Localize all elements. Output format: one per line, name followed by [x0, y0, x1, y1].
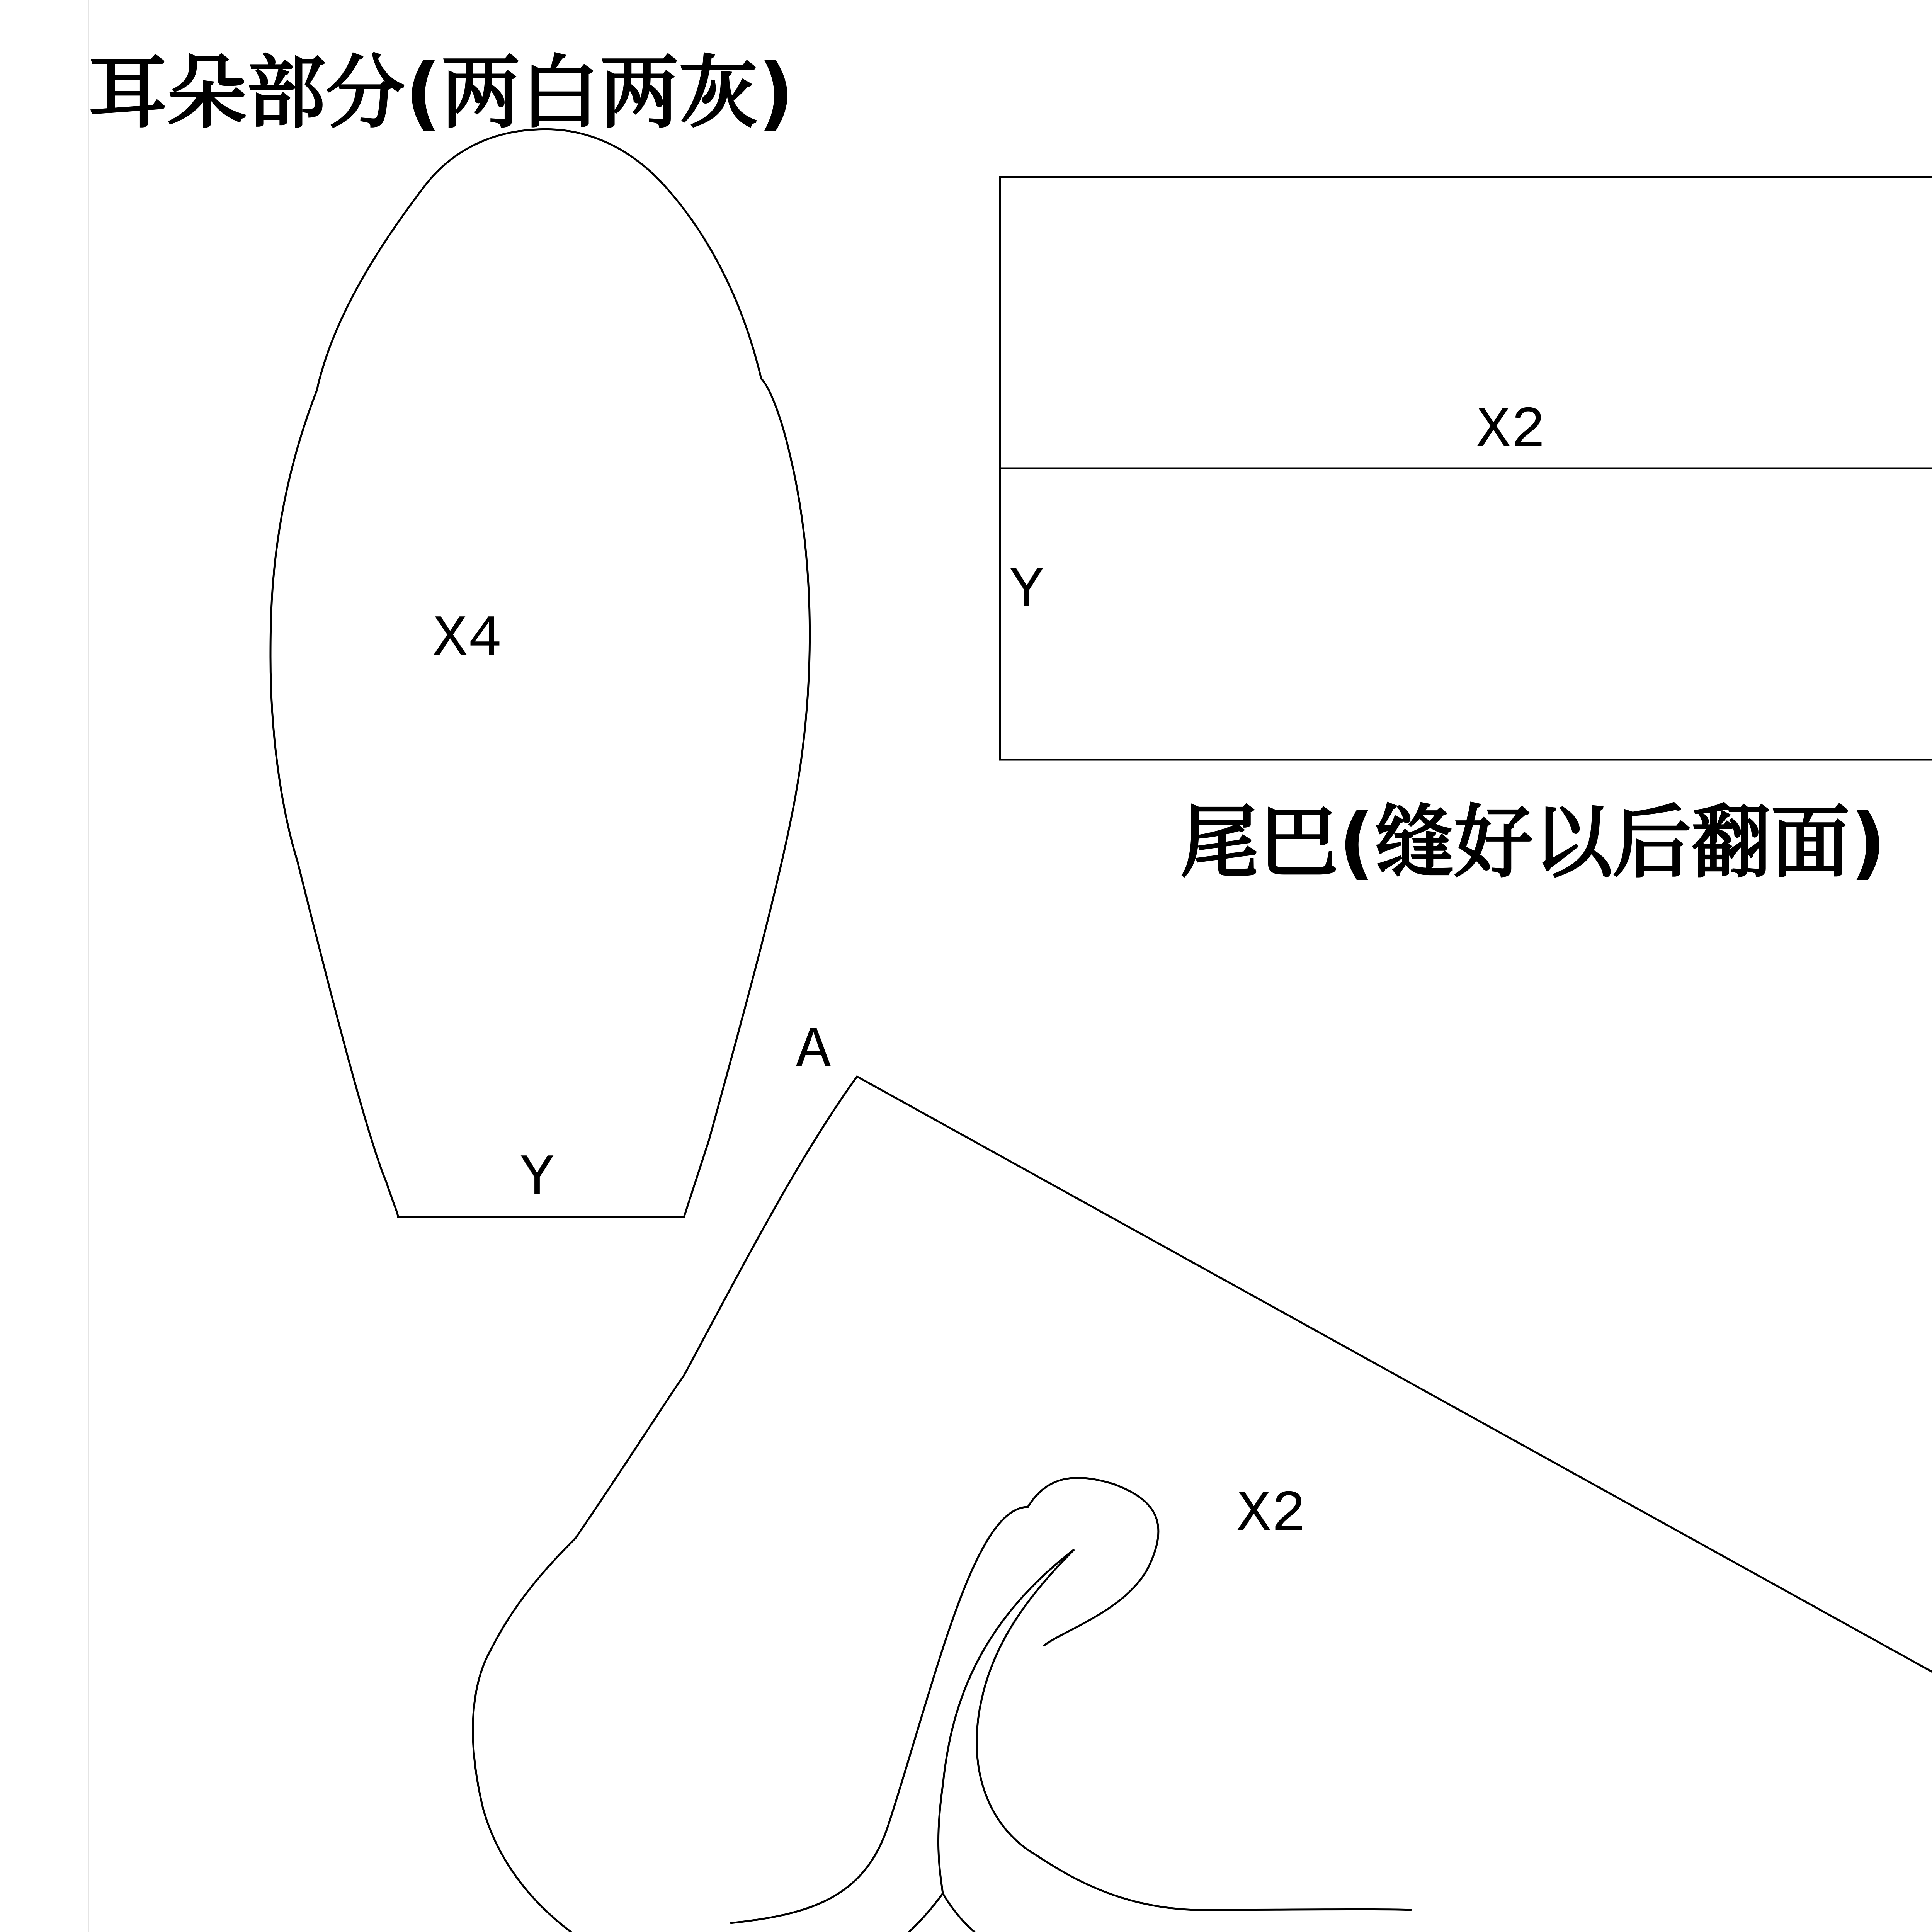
belly-point-a-label: A [796, 1018, 831, 1084]
tail-title: 尾巴(缝好以后翻面) [1180, 797, 1886, 889]
ear-piece-outline [270, 129, 810, 1217]
tail-count-label: X2 [1476, 398, 1546, 464]
belly-leg-curve-left [730, 1478, 1158, 1923]
belly-count-label: X2 [1236, 1482, 1306, 1548]
belly-leg-curve-right [938, 1549, 1412, 1910]
ear-count-label: X4 [433, 607, 503, 672]
ear-title: 耳朵部分(两白两灰) [88, 47, 794, 139]
belly-piece-outline [473, 1077, 1932, 1932]
ear-edge-label: Y [520, 1146, 555, 1211]
tail-edge-label: Y [1009, 558, 1044, 624]
